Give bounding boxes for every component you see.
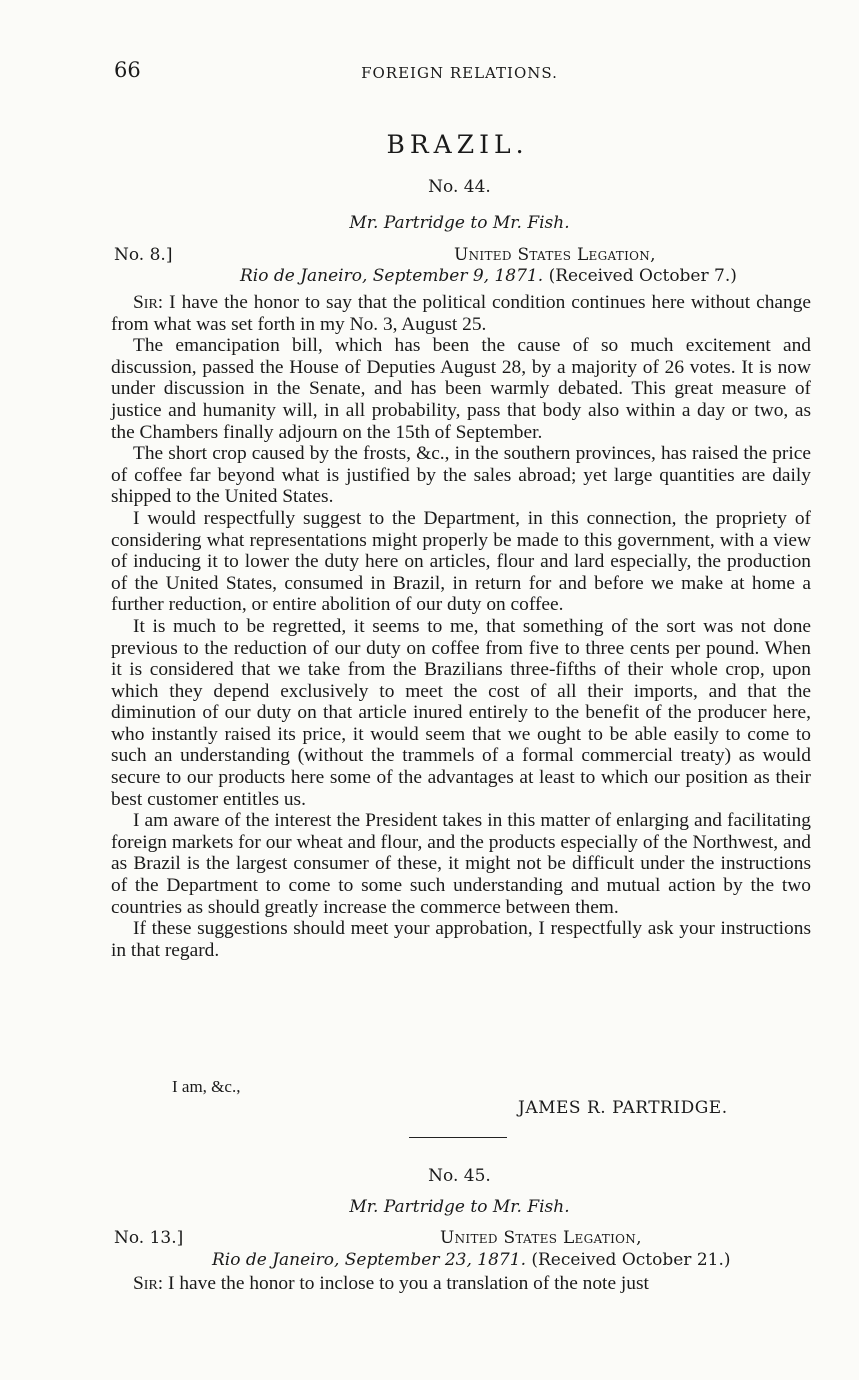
doc44-number: No. 44. xyxy=(428,177,491,197)
running-title: FOREIGN RELATIONS. xyxy=(361,64,558,82)
doc44-salutation: Sir: xyxy=(133,292,164,313)
doc44-body xyxy=(111,292,811,961)
doc44-place-date: Rio de Janeiro, September 9, 1871. xyxy=(240,266,544,286)
doc44-reference: No. 8.] xyxy=(114,245,173,265)
doc45-address: United States Legation, xyxy=(440,1228,642,1248)
doc45-reference: No. 13.] xyxy=(114,1228,184,1248)
doc44-address: United States Legation, xyxy=(454,245,656,265)
running-header xyxy=(114,58,805,88)
doc44-paragraph: I am aware of the interest the President takes in this matter of enlarging and facilitating foreign markets for our wheat and flour, and the products especially of the Northwest, and as Brazil is the largest consumer of these, it might not be difficult under the instructions of the Department to come to some such understanding and mutual action by the two countries as should greatly increase the commerce between them. xyxy=(111,810,811,918)
page-number: 66 xyxy=(114,58,141,82)
doc44-paragraph: It is much to be regretted, it seems to me, that something of the sort was not done previous to the reduction of our duty on coffee from five to three cents per pound. When it is considered that we take from the Brazilians three-fifths of their whole crop, upon which they depend exclusively to meet the cost of all their imports, and that the diminution of our duty on that article inured entirely to the benefit of the producer here, who instantly raised its price, it would seem that we ought to be able easily to come to such an understanding (without the trammels of a formal commercial treaty) as would secure to our products here some of the advantages at least to which our position as their best customer entitles us. xyxy=(111,615,811,810)
doc44-paragraph: Sir: I have the honor to say that the political condition continues here without change from what was set forth in my No. 3, August 25. xyxy=(111,292,811,335)
doc45-number: No. 45. xyxy=(428,1166,491,1186)
doc44-heading: Mr. Partridge to Mr. Fish. xyxy=(349,213,570,233)
doc45-place-date: Rio de Janeiro, September 23, 1871. xyxy=(212,1250,526,1270)
doc45-received: (Received October 21.) xyxy=(531,1250,731,1270)
doc44-paragraph: The short crop caused by the frosts, &c., in the southern provinces, has raised the price of coffee far beyond what is justified by the sales abroad; yet large quantities are daily shipped to the United States. xyxy=(111,443,811,508)
doc44-closing: I am, &c., xyxy=(172,1077,241,1096)
section-title: BRAZIL. xyxy=(386,130,529,159)
doc44-paragraph: I would respectfully suggest to the Department, in this connection, the propriety of considering what representations might properly be made to this government, with a view of inducing it to lower the duty here on articles, flour and lard especially, the production of the United States, consumed in Brazil, in return for and before we make at home a further reduction, or entire abolition of our duty on coffee. xyxy=(111,507,811,616)
doc44-signature: JAMES R. PARTRIDGE. xyxy=(518,1098,728,1118)
doc44-paragraph: The emancipation bill, which has been the cause of so much excitement and discussion, passed the House of Deputies August 28, by a majority of 26 votes. It is now under discussion in the Senate, and has been warmly debated. This great measure of justice and humanity will, in all probability, pass that body also within a day or two, as the Chambers finally adjourn on the 15th of September. xyxy=(111,335,811,443)
doc45-salutation: Sir: xyxy=(133,1273,164,1294)
doc44-dateline xyxy=(240,266,737,286)
section-divider xyxy=(409,1137,507,1138)
doc44-paragraph: If these suggestions should meet your approbation, I respectfully ask your instructions in that regard. xyxy=(111,918,811,961)
doc45-paragraph: Sir: I have the honor to inclose to you a translation of the note just xyxy=(133,1273,649,1294)
doc44-received: (Received October 7.) xyxy=(548,266,737,286)
doc45-body xyxy=(111,1273,811,1295)
doc45-dateline xyxy=(212,1250,731,1270)
doc45-heading: Mr. Partridge to Mr. Fish. xyxy=(349,1197,570,1217)
